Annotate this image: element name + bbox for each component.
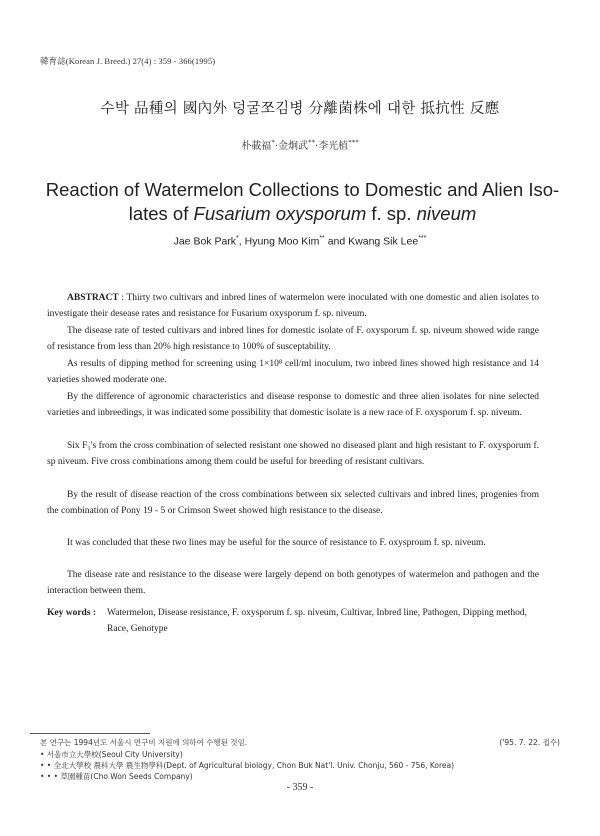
footnote-affiliation-1: • 서울市立大學校(Seoul City University) bbox=[40, 750, 183, 759]
title-part: f. sp. bbox=[366, 203, 417, 224]
abstract-paragraph-4: By the difference of agronomic characteristics and disease response to domestic and three alien isolates for nine selected varieties and inbreedings, it was indicated some possibility that domestic isolate is a new race of F. oxysporum f. sp. niveum. bbox=[47, 392, 539, 418]
title-line: Reaction of Watermelon Collections to Domestic and Alien Iso- bbox=[45, 179, 560, 200]
author-mark: * bbox=[271, 138, 275, 147]
korean-authors: 朴載福*·金炯武**·李光植*** bbox=[241, 138, 359, 152]
author-name: Kwang Sik Lee bbox=[348, 235, 419, 248]
abstract-text: Thirty two cultivars and inbred lines of watermelon were inoculated with one domestic and alien isolates to investigate their desease rates and resistance for Fusarium oxysporum f. sp. niveum. bbox=[47, 293, 539, 319]
abstract-paragraph-6: By the result of disease reaction of the cross combinations between six selected cultivars and inbred lines, progenies from the combination of Pony 19 - 5 or Crimson Sweet showed high resistance to the disease. bbox=[47, 490, 539, 516]
footnote-affiliation-2: • • 全北大學校 農科大學 農生物學科(Dept. of Agricultural biology, Chon Buk Nat'l. Univ. Chonju, 560 - 756, Korea) bbox=[40, 761, 455, 770]
keywords-list: Watermelon, Disease resistance, F. oxysporum f. sp. niveum, Cultivar, Inbred line, Pathogen, Dipping method, Race, Genotype bbox=[107, 608, 527, 634]
author-name: 金炯武 bbox=[278, 141, 308, 152]
author-name: 李光植 bbox=[318, 141, 349, 152]
author-mark: *** bbox=[418, 235, 427, 242]
author-mark: *** bbox=[348, 138, 359, 147]
keywords bbox=[47, 605, 539, 637]
abstract-paragraph-7: It was concluded that these two lines may be useful for the source of resistance to F. oxysproum f. sp. niveum. bbox=[67, 538, 486, 548]
title-species: Fusarium oxysporum bbox=[193, 203, 367, 224]
title-part: lates of bbox=[128, 203, 194, 224]
author-name: Jae Bok Park bbox=[173, 235, 237, 248]
title-forma: niveum bbox=[416, 203, 477, 224]
keywords-heading-text: Key words bbox=[47, 608, 91, 618]
footnote-affiliation-3: • • • 草園種苗(Cho Won Seeds Company) bbox=[40, 772, 193, 781]
author-name: 朴載福 bbox=[241, 141, 272, 152]
author-mark: ** bbox=[308, 138, 315, 147]
author-name: Hyung Moo Kim bbox=[244, 235, 320, 248]
english-authors: Jae Bok Park*, Hyung Moo Kim** and Kwang Sik Lee*** bbox=[173, 235, 427, 248]
keywords-heading: Key words : bbox=[47, 608, 97, 618]
abstract-paragraph-1: ABSTRACT : Thirty two cultivars and inbred lines of watermelon were inoculated with one domestic and alien isolates to investigate their desease rates and resistance for Fusarium oxysporum f. sp. niveum. bbox=[47, 293, 539, 319]
english-title bbox=[45, 178, 560, 226]
abstract-paragraph-8: The disease rate and resistance to the disease were largely depend on both genotypes of watermelon and pathogen and the interaction between them. bbox=[47, 570, 539, 596]
journal-citation: 韓育誌(Korean J. Breed.) 27(4) : 359 - 366(1995) bbox=[40, 56, 216, 66]
abstract-heading: ABSTRACT bbox=[67, 293, 119, 303]
footnote-rule bbox=[30, 733, 150, 734]
author-mark: ** bbox=[319, 235, 325, 242]
page-number: - 359 - bbox=[286, 782, 314, 793]
received-date: ('95. 7. 22. 접수) bbox=[499, 738, 560, 747]
abstract-paragraph-2: The disease rate of tested cultivars and inbred lines for domestic isolate of F. oxysporum f. sp. niveum showed wide range of resistance from less than 20% high resistance to 100% of susceptability. bbox=[47, 326, 539, 352]
abstract-paragraph-5: Six F₁'s from the cross combination of selected resistant one showed no diseased plant and high resistant to F. oxysporum f. sp niveum. Five cross combinations among them could be useful for breeding of resistant cultivars. bbox=[47, 441, 539, 467]
korean-title: 수박 品種의 國內外 덩굴쪼김병 分離菌株에 대한 抵抗性 反應 bbox=[100, 101, 500, 117]
footnote-funding: 본 연구는 1994년도 서울시 연구비 지원에 의하여 수행된 것임. bbox=[40, 738, 248, 747]
author-mark: * bbox=[236, 235, 239, 242]
and-word: and bbox=[327, 235, 346, 248]
abstract-paragraph-3: As results of dipping method for screening using 1×10⁸ cell/ml inoculum, two inbred lines showed high resistance and 14 varieties showed moderate one. bbox=[47, 359, 539, 385]
